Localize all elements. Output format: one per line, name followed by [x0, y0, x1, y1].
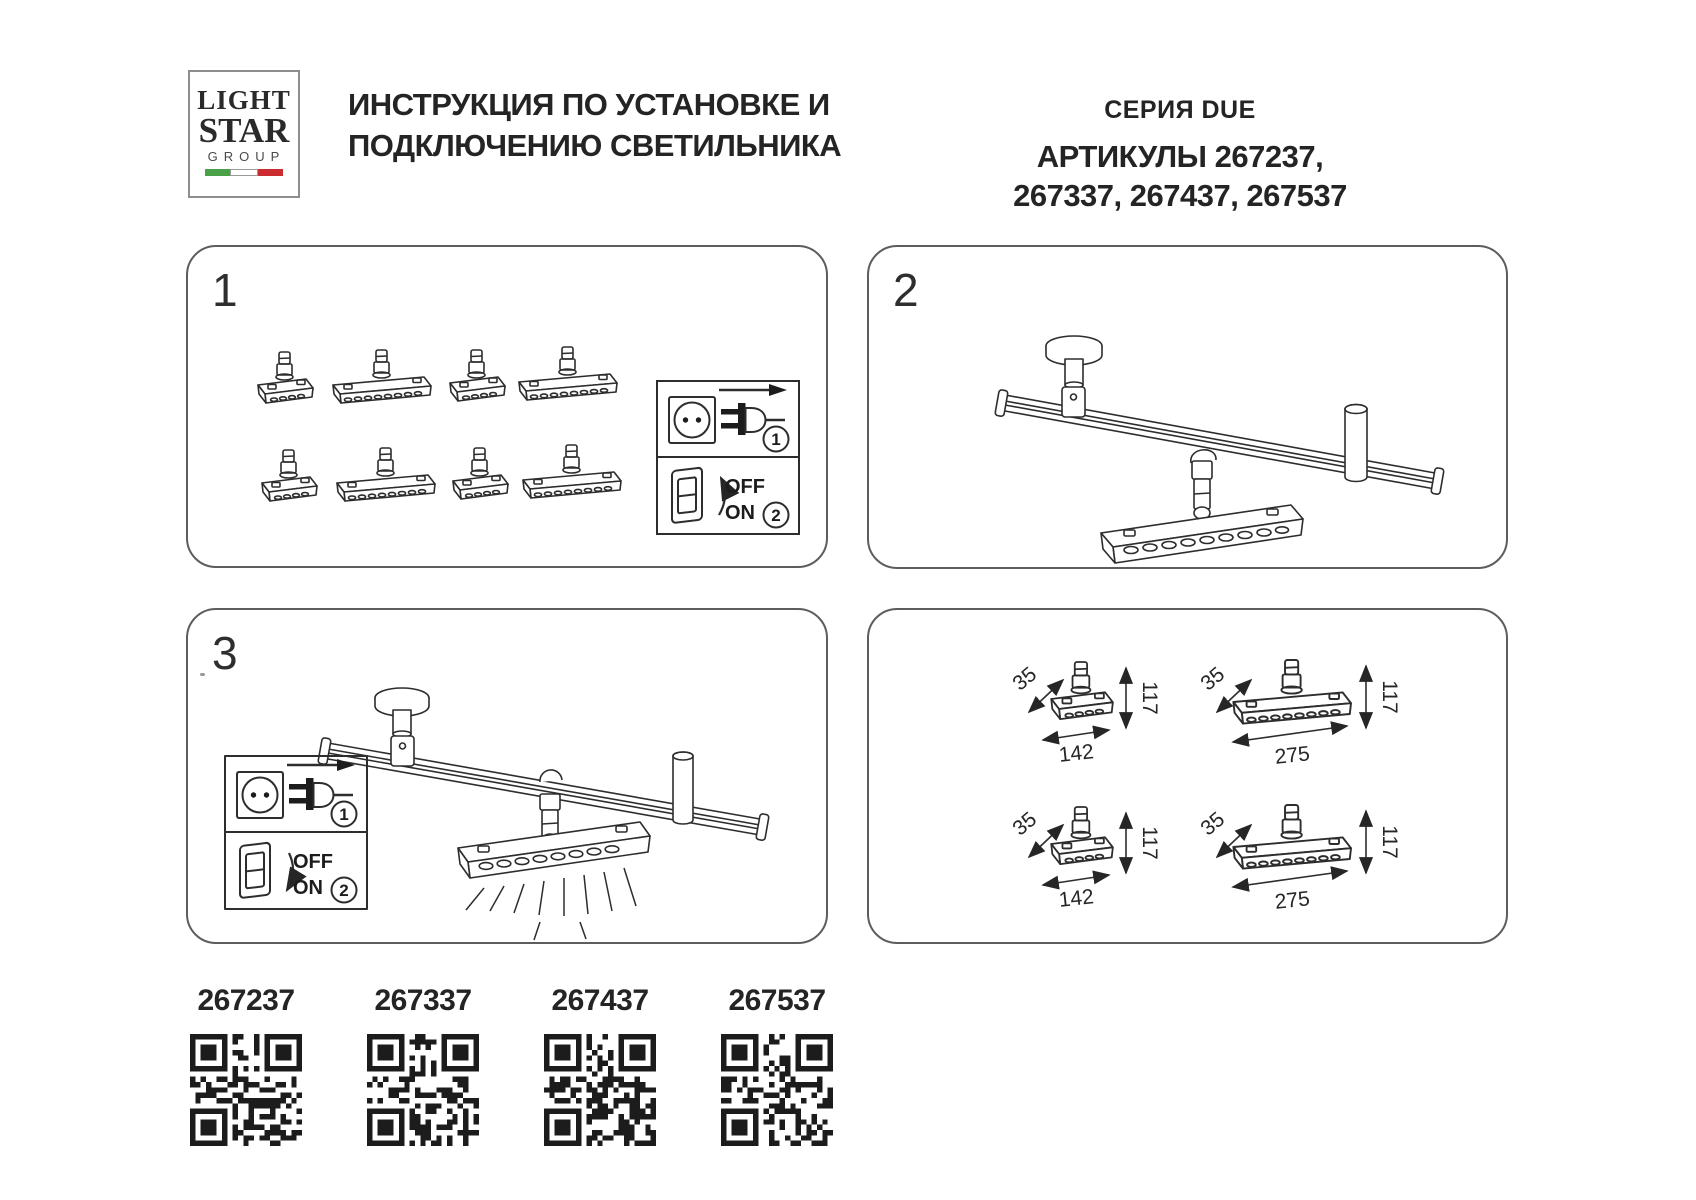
title-line-1: ИНСТРУКЦИЯ ПО УСТАНОВКЕ И: [348, 87, 830, 122]
series-block: [965, 96, 1395, 215]
dim-figure-small-top: [1008, 662, 1161, 767]
step1-panel: [186, 245, 828, 568]
qr-article-label: 267337: [374, 984, 472, 1017]
title-line-2: ПОДКЛЮЧЕНИЮ СВЕТИЛЬНИКА: [348, 128, 842, 163]
dim-width-label: 275: [1273, 887, 1311, 914]
italian-flag-bar: [205, 169, 283, 176]
dim-depth-label: 35: [1008, 662, 1042, 696]
logo-word-group: GROUP: [207, 149, 286, 164]
on-label: ON: [293, 877, 323, 899]
step3-number: 3: [212, 627, 238, 679]
qr-code: [190, 1034, 302, 1146]
switch-icon: [672, 467, 702, 523]
power-plug-icon: [237, 759, 355, 818]
ceiling-canopy: [375, 688, 429, 766]
dim-width-label: 275: [1273, 742, 1311, 769]
dim-height-label: 117: [1138, 681, 1161, 715]
step2-panel: [867, 245, 1508, 569]
qr-code: [544, 1034, 656, 1146]
off-label: OFF: [725, 476, 765, 498]
qr-item-267437: [500, 984, 700, 1146]
dim-figure-small-bottom: [1008, 807, 1161, 912]
flag-white: [230, 169, 257, 176]
dim-depth-label: 35: [1196, 807, 1230, 841]
flag-red: [258, 169, 283, 176]
on-label: ON: [725, 502, 755, 524]
step3-drawing: [188, 610, 830, 946]
dimensions-drawing: [869, 610, 1510, 946]
qr-article-label: 267537: [728, 984, 826, 1017]
step2-drawing: [869, 247, 1510, 571]
track-stand: [673, 752, 693, 824]
step2-number: 2: [893, 264, 919, 316]
page-title: [348, 84, 841, 166]
power-plug-icon: [669, 384, 787, 443]
qr-article-label: 267237: [197, 984, 295, 1017]
dim-figure-large-top: [1196, 660, 1401, 769]
dimensions-panel: [867, 608, 1508, 944]
qr-article-label: 267437: [551, 984, 649, 1017]
logo-word-light: LIGHT: [197, 85, 291, 115]
articles-line-2: 267337, 267437, 267537: [1013, 178, 1347, 213]
step1-number: 1: [212, 264, 238, 316]
qr-code: [721, 1034, 833, 1146]
dim-width-label: 142: [1057, 885, 1095, 912]
light-rays: [466, 868, 636, 940]
articles-list: [965, 137, 1395, 215]
dim-height-label: 117: [1378, 825, 1401, 859]
fixture-set: [258, 347, 621, 501]
series-label: СЕРИЯ DUE: [1104, 96, 1256, 124]
qr-item-267337: [323, 984, 523, 1146]
stray-mark: [200, 673, 205, 676]
lightstar-logo: [188, 70, 300, 198]
articles-line-1: АРТИКУЛЫ 267237,: [1036, 139, 1324, 174]
step3-panel: [186, 608, 828, 944]
step1-drawing: [188, 247, 830, 570]
dim-depth-label: 35: [1008, 807, 1042, 841]
switch-icon: [240, 842, 270, 898]
qr-item-267237: [146, 984, 346, 1146]
flag-green: [205, 169, 230, 176]
ceiling-canopy: [1046, 336, 1102, 417]
fixture-connector: [1191, 450, 1216, 519]
track-stand: [1345, 405, 1367, 482]
qr-item-267537: [677, 984, 877, 1146]
dim-depth-label: 35: [1196, 662, 1230, 696]
legend-plug-step: 1: [771, 430, 781, 449]
legend-switch-step: 2: [339, 881, 349, 900]
legend-box-step1: [657, 381, 799, 534]
qr-code: [367, 1034, 479, 1146]
legend-switch-step: 2: [771, 506, 781, 525]
off-label: OFF: [293, 851, 333, 873]
dim-figure-large-bottom: [1196, 805, 1401, 914]
logo-word-star: STAR: [198, 111, 290, 150]
dim-width-label: 142: [1057, 740, 1095, 767]
legend-plug-step: 1: [339, 805, 349, 824]
legend-box-step3: [225, 756, 367, 909]
dim-height-label: 117: [1378, 680, 1401, 714]
dim-height-label: 117: [1138, 826, 1161, 860]
